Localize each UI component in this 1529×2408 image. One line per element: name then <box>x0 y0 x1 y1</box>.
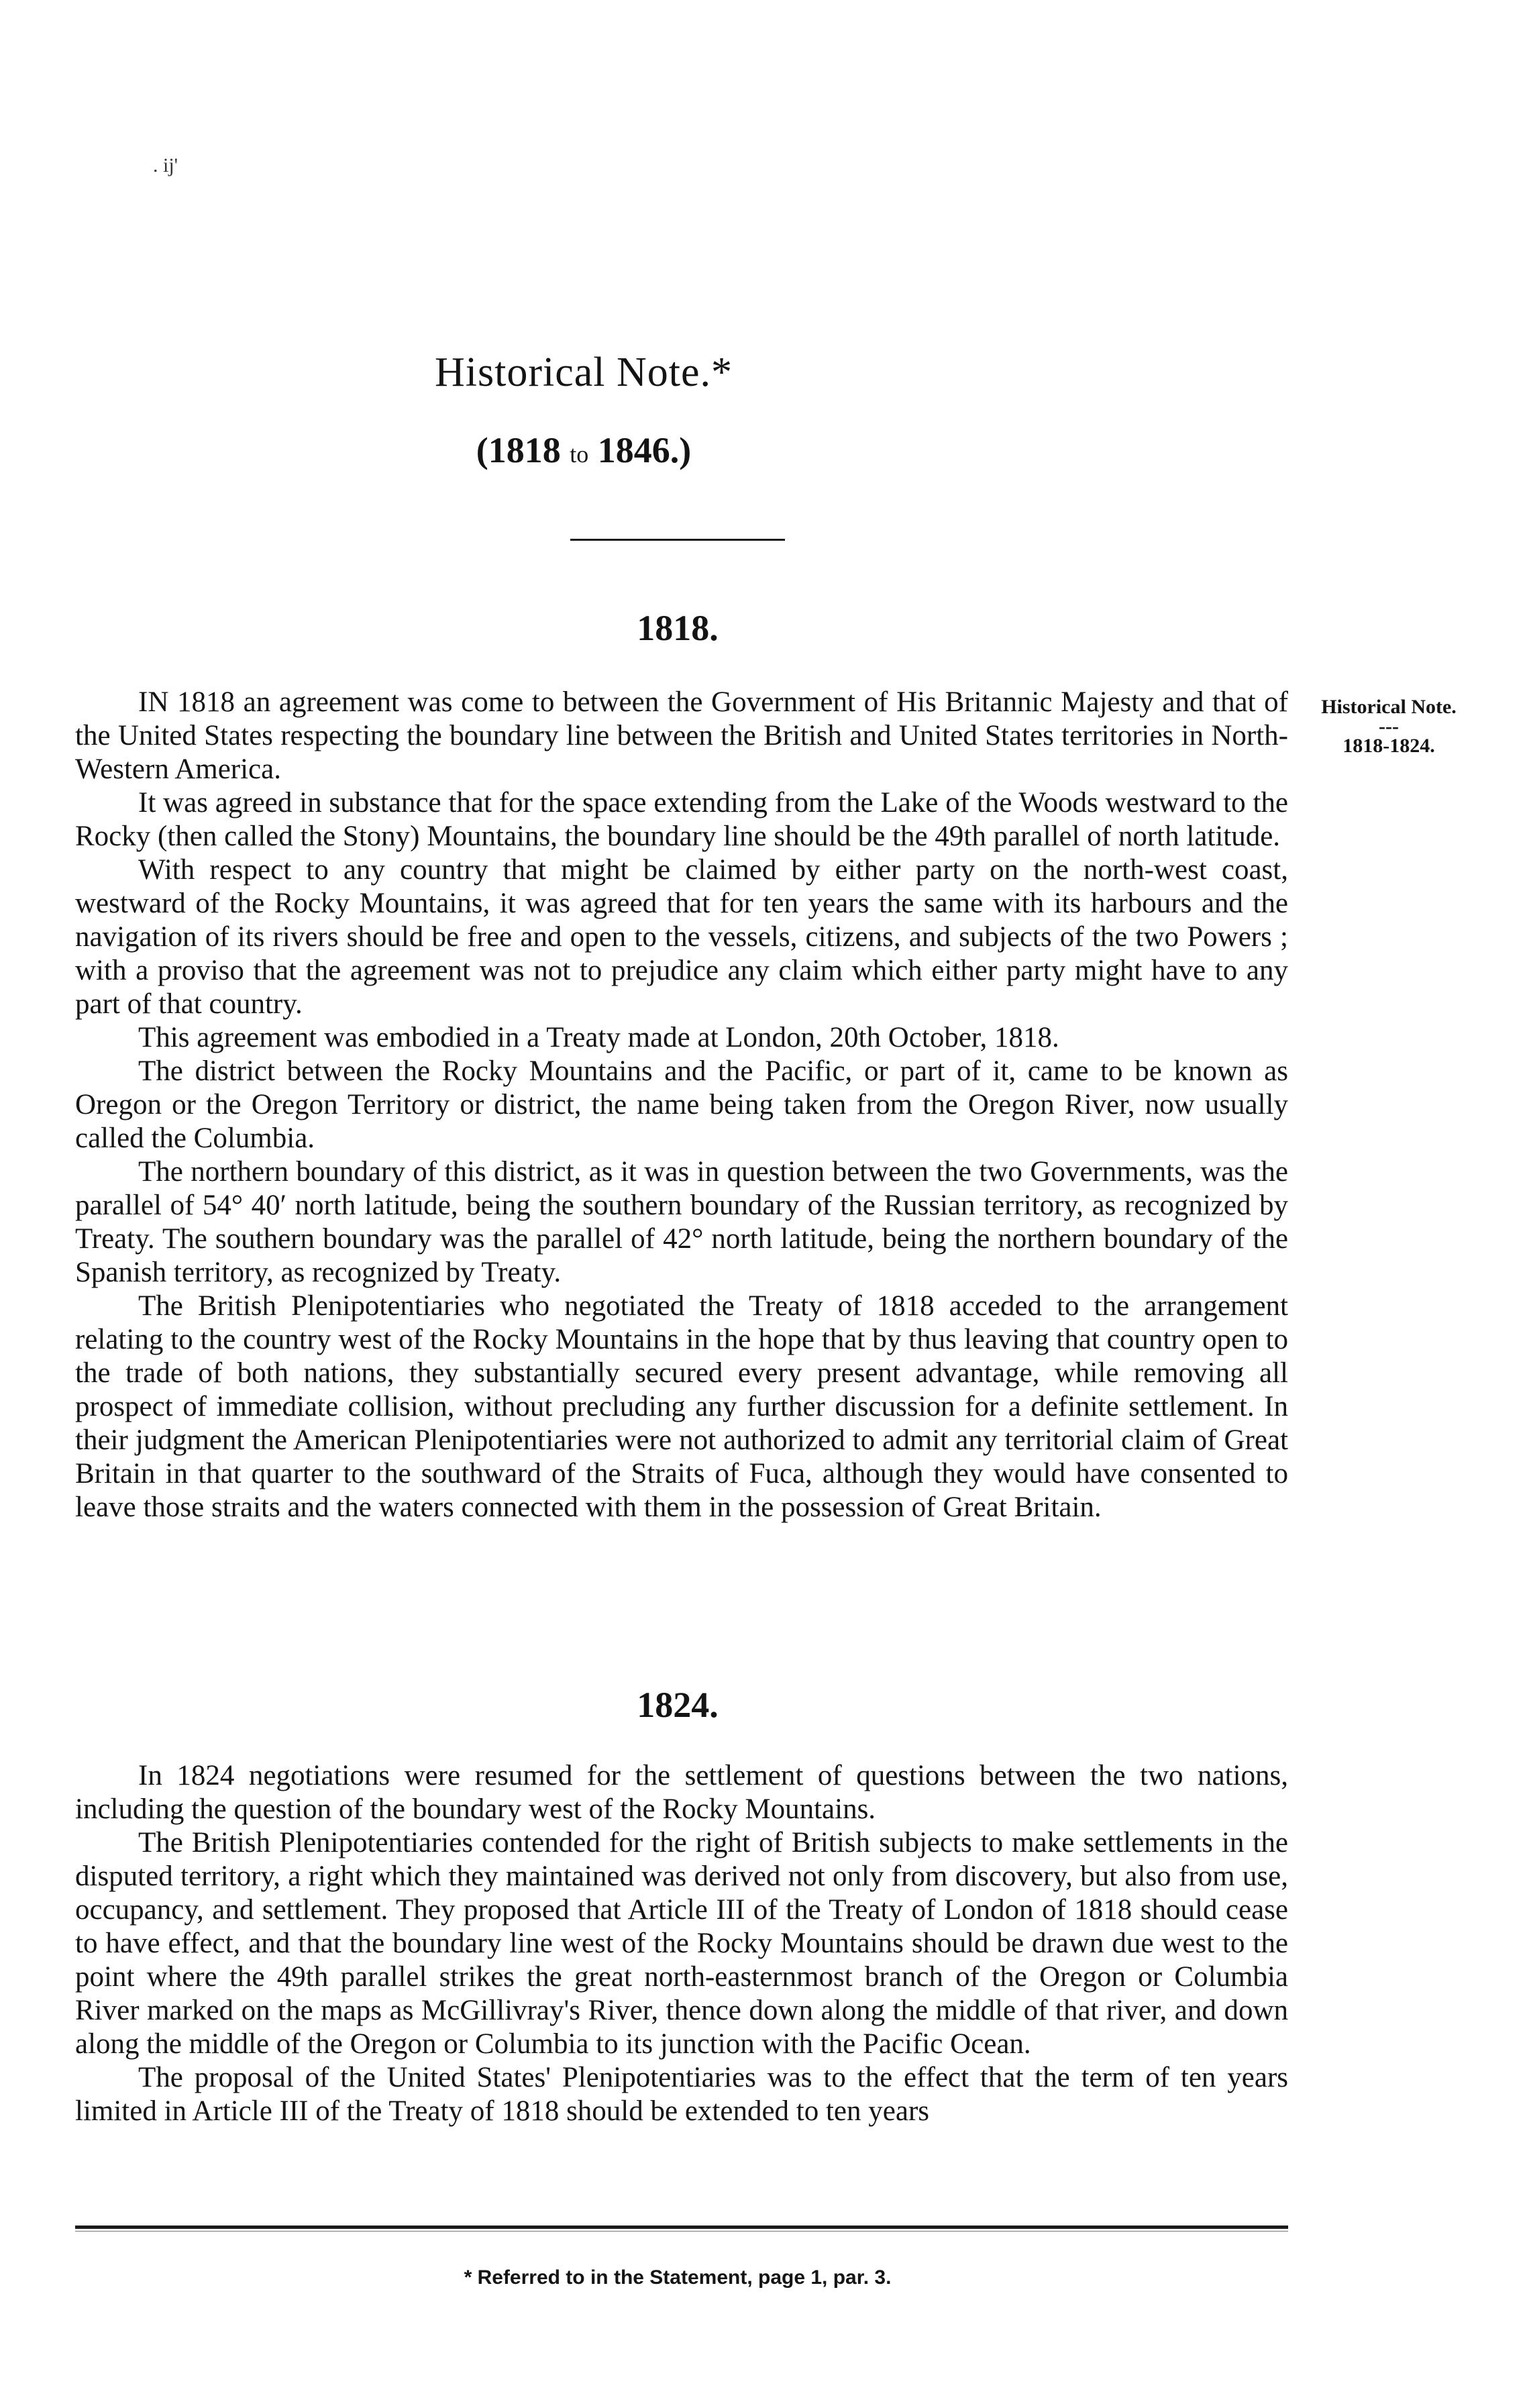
paragraph: The British Plenipotentiaries contended for the right of British subjects to make settlements in the disputed territory, a right which they maintained was derived not only from discovery, but also from use, occupancy, and settlement. They proposed that Article III of the Treaty of London of 1818 should cease to have effect, and that the boundary line west of the Rocky Mountains should be drawn due west to the point where the 49th parallel strikes the great north-easternmost branch of the Oregon or Columbia River marked on the maps as McGillivray's River, thence down along the middle of that river, and down along the middle of the Oregon or Columbia to its junction with the Pacific Ocean. <box>75 1827 1288 2060</box>
paragraph: IN 1818 an agreement was come to between the Government of His Britannic Majesty and that of the United States respecting the boundary line between the British and United States territories in North-Western America. <box>75 686 1288 785</box>
section-heading-1824: 1824. <box>637 1685 719 1725</box>
subtitle-start: (1818 <box>476 430 561 470</box>
section-body-1818 <box>75 686 1288 1524</box>
paragraph: The northern boundary of this district, as it was in question between the two Governments, was the parallel of 54° 40′ north latitude, being the southern boundary of the Russian territory, as recognized by Treaty. The southern boundary was the parallel of 42° north latitude, being the northern boundary of the Spanish territory, as recognized by Treaty. <box>75 1156 1288 1288</box>
margin-note-dash: --- <box>1379 715 1399 737</box>
subtitle-end: 1846.) <box>597 430 692 470</box>
paragraph: It was agreed in substance that for the space extending from the Lake of the Woods westward to the Rocky (then called the Stony) Mountains, the boundary line should be the 49th parallel of north latitude. <box>75 787 1288 852</box>
subtitle-to: to <box>570 441 589 468</box>
page-title: Historical Note.* <box>434 350 733 395</box>
title-divider <box>570 539 785 541</box>
margin-note-label: Historical Note. <box>1321 696 1457 718</box>
footnote: * Referred to in the Statement, page 1, par. 3. <box>464 2266 892 2289</box>
footnote-divider <box>75 2226 1288 2229</box>
paragraph: The British Plenipotentiaries who negotiated the Treaty of 1818 acceded to the arrangement relating to the country west of the Rocky Mountains in the hope that by thus leaving that country open to the trade of both nations, they substantially secured every present advantage, while removing all prospect of immediate collision, without precluding any further discussion for a definite settlement. In their judgment the American Plenipotentiaries were not authorized to admit any territorial claim of Great Britain in that quarter to the southward of the Straits of Fuca, although they would have consented to leave those straits and the waters connected with them in the possession of Great Britain. <box>75 1290 1288 1523</box>
page-subtitle <box>0 429 1167 471</box>
margin-note-range: 1818-1824. <box>1342 735 1435 757</box>
paragraph: The district between the Rocky Mountains and the Pacific, or part of it, came to be known as Oregon or the Oregon Territory or district, the name being taken from the Oregon River, now usually called the Columbia. <box>75 1055 1288 1154</box>
paragraph: This agreement was embodied in a Treaty made at London, 20th October, 1818. <box>138 1022 1059 1053</box>
section-heading-1818: 1818. <box>637 608 719 648</box>
paragraph: In 1824 negotiations were resumed for the settlement of questions between the two nations, including the question of the boundary west of the Rocky Mountains. <box>75 1760 1288 1825</box>
paragraph: The proposal of the United States' Plenipotentiaries was to the effect that the term of ten years limited in Article III of the Treaty of 1818 should be extended to ten years <box>75 2062 1288 2127</box>
margin-note <box>1308 694 1469 759</box>
paragraph: With respect to any country that might be claimed by either party on the north-west coast, westward of the Rocky Mountains, it was agreed that for ten years the same with its harbours and the navigation of its rivers should be free and open to the vessels, citizens, and subjects of the two Powers ; with a proviso that the agreement was not to prejudice any claim which either party might have to any part of that country. <box>75 854 1288 1020</box>
corner-mark: . ij' <box>153 154 178 176</box>
footnote-divider-thin <box>75 2231 1288 2232</box>
section-body-1824 <box>75 1759 1288 2128</box>
